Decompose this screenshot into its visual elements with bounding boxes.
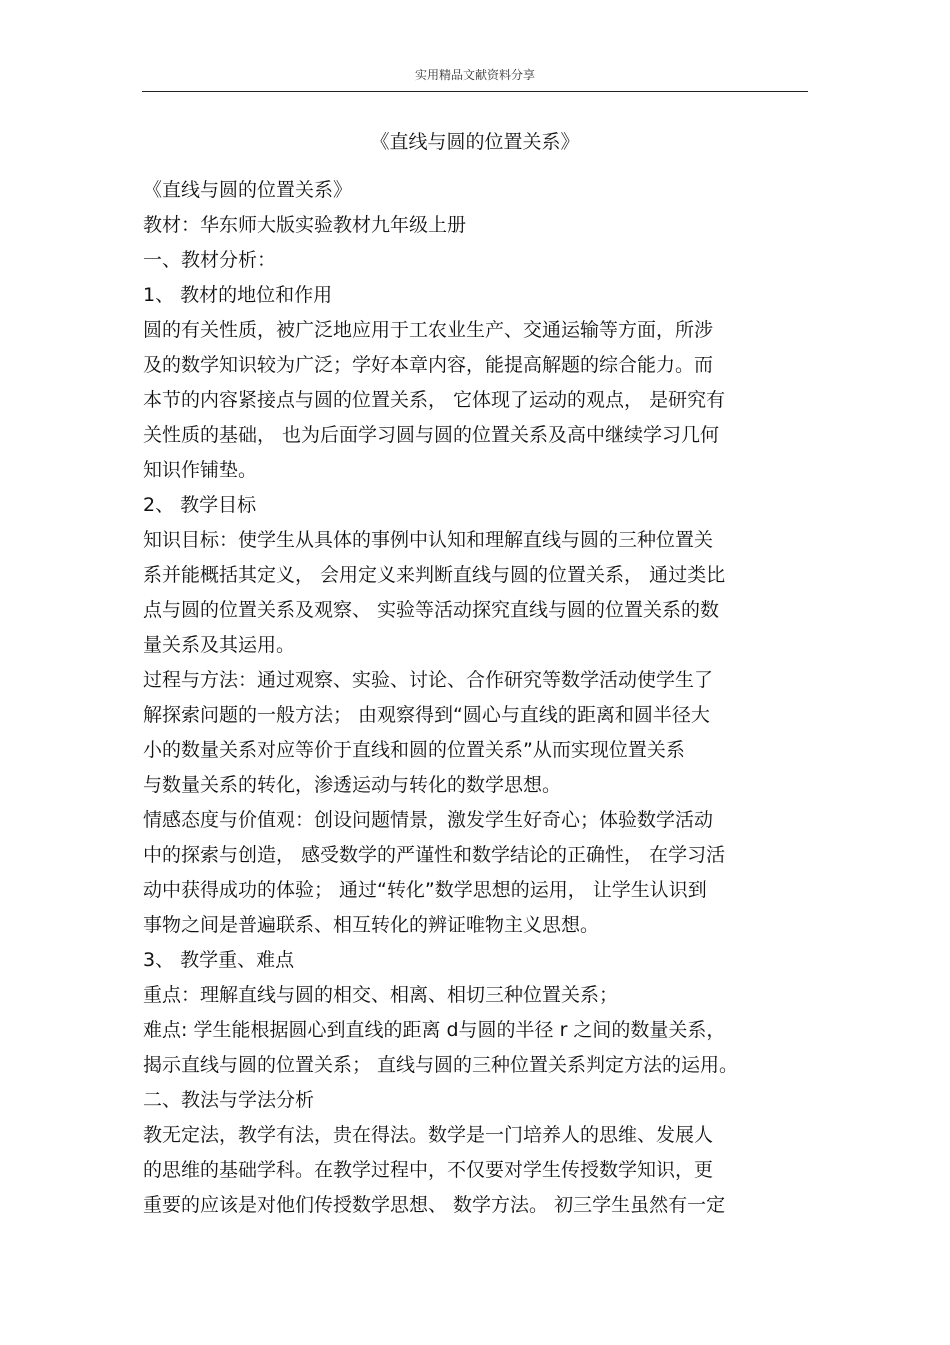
body-line: 一、教材分析： xyxy=(143,249,277,271)
body-line: 揭示直线与圆的位置关系； 直线与圆的三种位置关系判定方法的运用。 xyxy=(143,1054,739,1076)
body-line: 二、教法与学法分析 xyxy=(143,1089,315,1111)
document-body xyxy=(143,173,809,1223)
body-line: 1、 教材的地位和作用 xyxy=(143,284,333,306)
body-line: 及的数学知识较为广泛；学好本章内容，能提高解题的综合能力。而 xyxy=(143,354,714,376)
body-line: 与数量关系的转化，渗透运动与转化的数学思想。 xyxy=(143,774,562,796)
body-line: 教无定法，教学有法，贵在得法。数学是一门培养人的思维、发展人 xyxy=(143,1124,714,1146)
body-line: 点与圆的位置关系及观察、 实验等活动探究直线与圆的位置关系的数 xyxy=(143,599,720,621)
body-line: 重点：理解直线与圆的相交、相离、相切三种位置关系； xyxy=(143,984,619,1006)
body-line: 动中获得成功的体验； 通过“转化”数学思想的运用， 让学生认识到 xyxy=(143,879,707,901)
body-line: 知识作铺垫。 xyxy=(143,459,258,481)
body-line: 重要的应该是对他们传授数学思想、 数学方法。 初三学生虽然有一定 xyxy=(143,1194,726,1216)
body-line: 中的探索与创造， 感受数学的严谨性和数学结论的正确性， 在学习活 xyxy=(143,844,726,866)
body-line: 圆的有关性质，被广泛地应用于工农业生产、交通运输等方面，所涉 xyxy=(143,319,714,341)
body-line: 《直线与圆的位置关系》 xyxy=(143,179,353,201)
header-divider xyxy=(142,91,808,92)
body-line: 事物之间是普遍联系、相互转化的辨证唯物主义思想。 xyxy=(143,914,600,936)
body-line: 知识目标：使学生从具体的事例中认知和理解直线与圆的三种位置关 xyxy=(143,529,714,551)
body-line: 解探索问题的一般方法； 由观察得到“圆心与直线的距离和圆半径大 xyxy=(143,704,710,726)
body-line: 教材：华东师大版实验教材九年级上册 xyxy=(143,214,467,236)
body-line: 本节的内容紧接点与圆的位置关系， 它体现了运动的观点， 是研究有 xyxy=(143,389,726,411)
body-line: 量关系及其运用。 xyxy=(143,634,296,656)
body-line: 过程与方法：通过观察、实验、讨论、合作研究等数学活动使学生了 xyxy=(143,669,714,691)
body-line: 的思维的基础学科。在教学过程中，不仅要对学生传授数学知识，更 xyxy=(143,1159,714,1181)
body-line: 3、 教学重、难点 xyxy=(143,949,295,971)
page-header: 实用精品文献资料分享 xyxy=(414,68,535,82)
body-line: 情感态度与价值观：创设问题情景，激发学生好奇心；体验数学活动 xyxy=(143,809,714,831)
body-line: 难点: 学生能根据圆心到直线的距离 d与圆的半径 r 之间的数量关系， xyxy=(143,1019,726,1041)
body-line: 系并能概括其定义， 会用定义来判断直线与圆的位置关系， 通过类比 xyxy=(143,564,726,586)
document-title: 《直线与圆的位置关系》 xyxy=(370,131,580,153)
body-line: 关性质的基础， 也为后面学习圆与圆的位置关系及高中继续学习几何 xyxy=(143,424,720,446)
body-line: 小的数量关系对应等价于直线和圆的位置关系”从而实现位置关系 xyxy=(143,739,685,761)
body-line: 2、 教学目标 xyxy=(143,494,257,516)
